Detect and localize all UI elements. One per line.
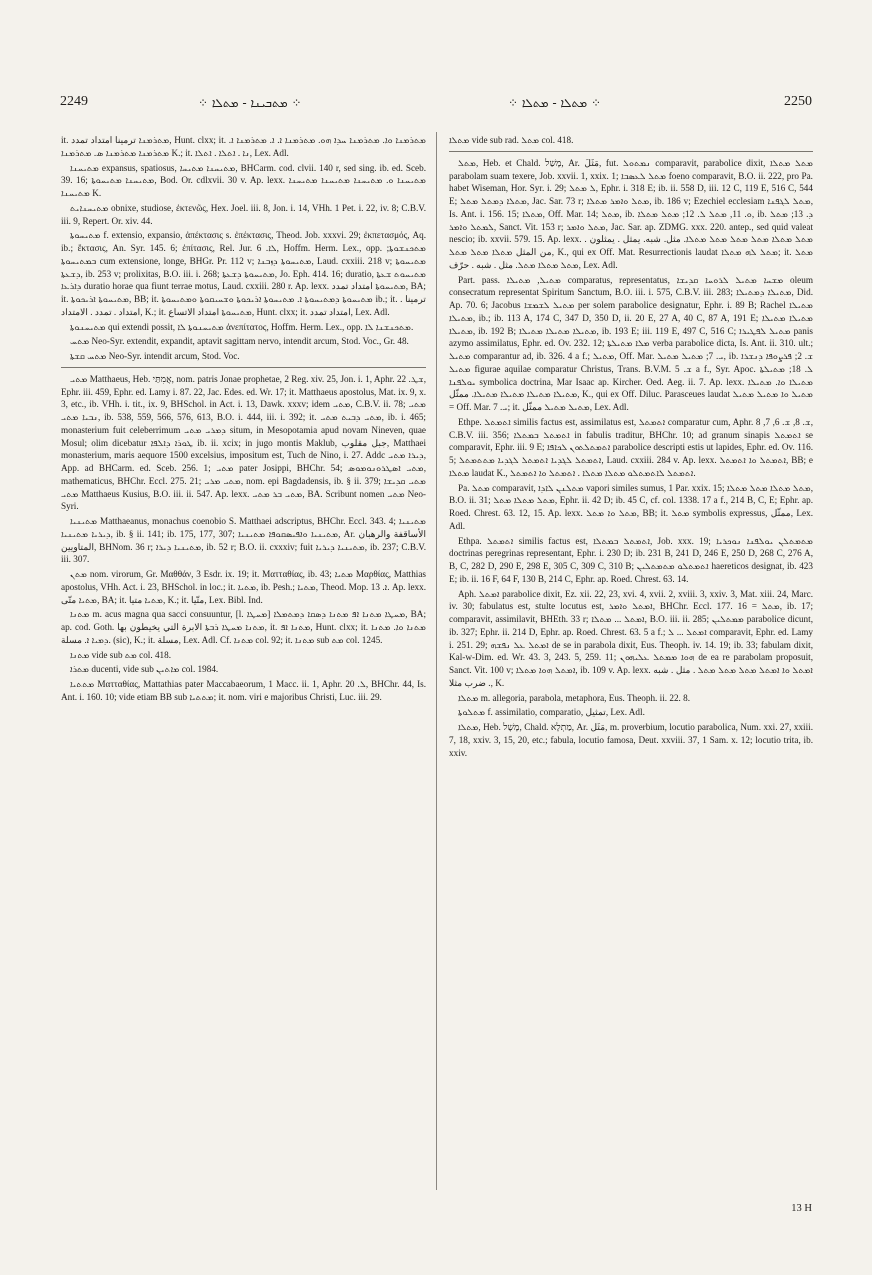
right-running-title: ⁘ ܡܬܠܐ - ܡܬܠܐ ⁘ — [508, 96, 602, 110]
entry-text: ܡܬܢ nom. virorum, Gr. Μαθθάν, 3 Esdr. ix. 19; it. Ματταθίας, ib. 43; ܡܬܝܐ Μαρθίας, Matthias apostolus, VHh. Act. i. 23, BHSchol. in loc.; it. ܡܬܝܐ, ib. Pesh.; ܡܬܝܐ, Theod. Mop. ܐ. 13. Ap. lexx. ܡܬܝܐ متّى, BA; it. ܡܬܝܐ متيا, K.; it. متّيا, Lex. Bibl. Ind. — [61, 569, 427, 605]
dictionary-entry — [449, 588, 813, 690]
dictionary-entry — [449, 721, 813, 759]
dictionary-entry — [61, 350, 426, 363]
entry-text: ܡܬܢܐ m. acus magna qua sacci consuuntur, [l. ܡܚܛܐ] ܡܚܛܐ ܡܬܢܐ ܐܦ ܡܬܢܐ ܕܣܩܐ ܕܡܬܡܠܐ, BA; ap. cod. Goth. ܡܬܢܐ ܡܚܛܐ ܪܒܬܐ الابرة التي يخيطون بها, it. ܡܬܢܐ ܐܦ, Hunt. clxx; it. ܡܬܢܐ ܘܐ. ܡܬܢܐ ܕܡܝܐ ܐ. مسلة. (sic), K.; it. مسلة, Lex. Adl. Cf. ܡܬܢܐ col. 92; it. ܡܬܢܐ sub ܡܬ col. 1245. — [61, 609, 427, 645]
dictionary-entry — [61, 202, 426, 228]
dictionary-entry — [449, 482, 813, 533]
entry-text: ܡܬܠܐ m. allegoria, parabola, metaphora, Eus. Theoph. ii. 22. 8. — [458, 692, 691, 703]
dictionary-entry — [449, 535, 813, 586]
section-rule — [449, 151, 813, 152]
dictionary-entry — [61, 134, 426, 160]
entry-text: ܡܬܢܐ vide sub ܡܬ col. 418. — [70, 649, 172, 660]
dictionary-entry — [61, 162, 426, 200]
entry-text: ܡܬܝ Matthaeus, Heb. אֲמִתַּי, nom. patris Jonae prophetae, 2 Reg. xiv. 25, Jon. i. 1, Aphr. ܫܛ. 22, Ephr. iii. 459, Ephr. ed. Lamy i. 87. 22, Jac. Edes. ed. Wr. 17; it. Matthaeus apostolus, Mat. ix. 9, x. 3, etc., ib. VHh. i. tit., ix. 9, BHSchol. in Act. i. 13, Dawk. xxxv; idem ܡܬܝ, C.B.V. ii. 78; ܡܬܝ ܢܒܝܐ ܡܬܝ, ib. 538, 559, 566, 576, 613, B.O. i. 444, iii. i. 392; it. ܡܬܝ ܕܒܝܬ ܡܬܝ, ib. i. 465; monasterium fuit celeberrimum ܕܡܪܝ ܡܬܝ situm, in Mesopotamia apud novam Nineven, quae Mosul; olim dicebatur ܛܘܪܐ ܕܐܠܦܐ ib. ii. xcix; in jugo montis Maklub, جبل مقلوب, Matthaei monasterium, maris aequore 1500 excelsius, impositum est, Tuch de Nino, i. 27. Addc ܕܝܪܐ ܡܬܝ, App. ad BHCarm. ed. Sceb. 256. 1; ܡܬܝ pater Josippi, BHChr. 54; ܡܬܝ ܐܣܛܪܘܢܘܡܘܣ, mathematicus, BHChr. Eccl. 275. 21; ܡܬܝ ܡܪܝ, nom. epi Bagdadensis, ib. § ii. 379; ܡܬܝ ܩܕܝܫܐ ܡܬܝ Matthaeus Kusius, B.O. iii. ii. 547. Ap. lexx. ܡܬܝ ܒܪ ܡܬܝ, BA. Scribunt nomen ܡܬܝ Neo-Syri. — [61, 373, 427, 512]
column-divider — [436, 132, 437, 1190]
entry-text: ܡܬܠܐ, Heb. מָשָׁל, Chald. מַתְלָא, Ar. مَثَل, m. proverbium, locutio parabolica, Num. xxi. 27, xxiii. 7, 18, xxiv. 3, 15, 20, etc.; fabula, locutio famosa, Deut. xxviii. 37, 1 Sam. x. 12; locutio trita, ib. xxiv. — [449, 722, 814, 758]
entry-text: Ethpe. ܐܬܡܬܠ similis factus est, assimilatus est, ܐܬܡܬܠ comparatur cum, Aphr. ܫ. 8, ܫ. 6, 7, 8, C.B.V. iii. 356; ܐܬܡܬܠ ܒܡܬܠܐ in fabulis traditur, BHChr. 10; ad granum sinapis ܐܬܡܬܠ se comparavit, Ephr. iii. 9 E; ܐܬܡܬܠܬܘܢ ܠܟܐܦܐ parabolice descripti estis ut lapides, Ephr. ed. Ov. 116. 5; ܐܬܡܬܠ ܠܓܕܝܐ ܐܬܡܬܠ ܠܓܕܝܐ ܡܬܬܡܬܠ, Laud. cxxiii. 284 v. Ap. lexx. ܐܬܡܬܠ ܘܐ ܐܬܡܬܠ, BB; e ܡܬܠܐ laudat K., ܐܬܡܬܠ ܠܐܬܡܬܠܘ ܡܬܠܐ ܡܬܠܐ . ܐܬܡܬܠ ܘܐ ܐܬܡܬܠ. — [449, 416, 813, 478]
left-column — [61, 134, 426, 706]
entry-text: ܡܬܝܢܝܐ Matthaeanus, monachus coenobio S. Matthaei adscriptus, BHChr. Eccl. 343. 4; ܡܬܝܢܝܐ ܕܝܪܝܐ ܡܬܝܢܝܐ, ib. § ii. 141; ib. 175, 177, 307; ܡܬܝܢܝܐ ܘܐܦܝܣܩܘܦܐ ܡܬܝܢܝܐ, Ar. الأساقفة والرهبان المتاويين, BHNom. 36 r; ܡܬܝܢܝܐ ܕܝܪܐ, ib. 52 r; B.O. ii. cxxxiv; fuit ܡܬܝܢܝܐ ܕܝܪܝܐ, ib. 237; C.B.V. iii. 307. — [61, 516, 427, 565]
dictionary-entry — [61, 649, 426, 662]
entry-text: ܡܬܚ Neo-Syr. extendit, expandit, aptavit sagittam nervo, intendit arcum, Stod. Voc., Gr. 48. — [70, 336, 409, 347]
dictionary-entry — [449, 706, 813, 719]
dictionary-entry — [61, 663, 426, 676]
dictionary-entry — [61, 568, 426, 606]
dictionary-entry — [61, 335, 426, 348]
entry-text: ܡܬܠܐ vide sub rad. ܡܬܠ col. 418. — [449, 135, 574, 145]
entry-text: Ethpa. ܐܬܡܬܠ similis factus est, ܐܬܡܬܠ ܒܡܬܠܐ, Job. xxx. 19; ܡܬܡܬܠܢ ܝܘܠܦܢܐ ܢܘܟܪܝܐ doctrinas peregrinas representant, Ephr. i. 230 D; ib. 231 B, 241 D, 246 E, 250 D, 268 C, 276 A, B, C, 282 D, 290 E, 298 E, 305 C, 309 C, 310 B; ܐܬܡܬܠܘ ܡܬܡܬܠܝܢ haereticos designat, ib. 423 E; ib. ii. 16 F, 64 F, 130 B, 214 C, Ephr. ap. Roed. Chrest. 63. 14. — [449, 535, 813, 584]
dictionary-entry — [449, 274, 813, 414]
page-header — [60, 94, 812, 118]
dictionary-entry — [449, 157, 813, 272]
entry-text: ܡܬܠܘܬܐ f. assimilatio, comparatio, تمثيل, Lex. Adl. — [458, 707, 645, 718]
entry-text: ܡܬܝܚܢܘܬܐ qui extendi possit, ܡܬܝܚܢܘܬܐ ܠܐ ἀνεπίτατος, Hoffm. Herm. Lex., opp. ܡܬܟܢܫܢܐ ܠܐ. — [70, 321, 414, 332]
entry-text: ܡܬܠ, Heb. et Chald. מָשַׁל, Ar. مَثَلَ, fut. ܢܡܬܘܠ comparavit, parabolice dixit, ܡܬܠ ܡܬܠܐ parabolam suam texere, Job. xxvii. 1, xxix. 1; ܡܬܠ ܠܥܣܒܐ foeno comparavit, B.O. ii. 222, pro Pa. habet Wiseman, Hor. Syr. i. 29; ܠ ܡܬܠ, Ephr. i. 318 E; ib. ii. 558 D, iii. 12 C, 119 E, 516 C, 544 E; ܡܬܠܐ ܕܡܬܠ ܡܬܠ, Jac. Sar. 73 r; ܡܬܠ ܘܐܡܪ ܡܬܠܐ, ib. 186 v; Ezechiel ecclesiam ܡܬܠ ܠܓܦܢܐ, Is. Ant. i. 156. 15; ܡܬܠܐ, Off. Mar. 14; ܡܬܠ, ib. ܘ. 11, ܡܬܠ ܠ. 12; ܡܬܠ ܡܬܠܐ, ib. ܕ. 13; ܡܬܠ ܠܡܬܠ ܘܐܡܪ, Sanct. Vit. 153 r; ܡܬܠ ܘܐܡܪ, Jac. Sar. ap. ZDMG. xxx. 220. antep., sed quid valeat nescio; ib. xxvii. 579. 15. Ap. lexx. ܡܬܠ ܡܬܠܐ ܡܬܠ ܡܬܠ ܡܬܠ ܡܬܠܐ. مثل. شبه. يمثل . يمثلون . من المثل ܡܬܠܐ ܡܬܠ ܡܬܠ, K., qui ex Off. Mat. Resurrectionis laudat ܡܬܠ ܠܗ ܡܬܠܐ; it. ܡܬܠ ܡܬܠ ܡܬܠܐ ܡܬܠ. مثل . شبه . حرّف, Lex. Adl. — [449, 157, 814, 270]
dictionary-entry — [61, 515, 426, 566]
entry-text: it. ܡܬܪܡܢܐ ترمينا امتداد تمدد, Hunt. clxx; it. ܡܬܪܡܢܐ ܘܐ. ܡܬܪܡܢܐ ܚܕܐ ܗܘ. ܡܬܪܡܢܐ ܐ. ܐ. ܡܬܪܡܢܐ ܐ. ܡܬܪܡܢܐ ܡܬܪܡܢܐ ܣ. ܡܬܪܡܢܐ K.; it. ܢܐ . ܐܬܠܐ . ܐܬܠܐ, Lex. Adl. — [61, 135, 426, 158]
dictionary-entry — [61, 373, 426, 513]
entry-text: ܡܬܪܐ ducenti, vide sub ܡܐܬܝܢ col. 1984. — [70, 664, 219, 675]
entry-text: Part. pass. ܡܬܝܠ, ܡܬܝܠܐ comparatus, representatus, ܡܫܚܐ ܡܬܝܠ ܠܪܘܚܐ ܩܕܝܫܐ oleum consecratum representat Spiritum Sanctum, B.O. iii. i. 575, C.B.V. iii. 283; ܡܬܝܠܐ ܕܡܬܝܠܐ, Did. Ap. 70. 6; Jacobus ܡܬܝܠ ܠܫܡܫܐ per solem parabolice designatur, Ephr. i. 89 B; Rachel ܡܬܝܠܐ ܡܬܝܠܐ, ib.; ib. 113 A, 174 C, 347 D, 350 D, ii. 20 E, 27 A, 40 C, 87 A, 191 E; ܡܬܝܠܐ ܡܬܝܠܐ ܡܬܝܠܐ, ib. 192 B; ܡܬܝܠܐ ܡܬܝܠܐ ܡܬܝܠܐ, ib. 193 E; iii. 119 E, 497 C, 516 C; ܡܬܝܠ ܠܦܛܝܪܐ panis azymo assimilatus, Ephr. ed. Ov. 232. 12; ܡܠܐ ܡܬܝܠܬܐ verba parabolice dicta, Is. Ant. ii. 310. ult.; ܡܬܝܠ comparantur ad, ib. 326. 4 a f.; ܡܬܝܠ, Off. Mar. ܝ. 7; ܡܬܝܠ ܡܬܝܠ, ib. ܫ. 2; ܦܪܨܘܦܐ ܕܢܫܪܐ ܡܬܝܠ figurae aquilae comparatur Christus, Trans. B.V.M. ܫ. 5 a f., Syr. Apoc. ܠ. 18; ܡܬܝܠܬܐ ܝܘܠܦܢܐ symbolica doctrina, Mar Isaac ap. Kircher. Oed. Aeg. ii. 7. Ap. lexx. ܡܬܝܠܐ ܘܐ. ܡܬܝܠܐ ܡܬܝܠܐ ܡܬܝܠܐ ܡܬܝܠܐ ܡܬܝܠܐ. ممثّل, K., qui ex Off. Diluc. Parasceues laudat ܡܬܝܠ ܘܐ ܡܬܝܠ ܡܬܝܠ = Off. Mar. ܝ. 7; it. ܡܬܝܠ ܡܬܝܠ ممثّل, Lex. Adl. — [449, 274, 814, 412]
entry-text: Aph. ܐܡܬܠ parabolice dixit, Ez. xii. 22, 23, xvi. 4, xvii. 2, xviii. 3, xxiv. 3, Mat. xiii. 24, Marc. iv. 30; fabulatus est, stulte locutus est, ܐܡܬܠ ܘܐܡܪ, BHChr. Eccl. 177. 16 = ܡܬܠ, ib. 17; comparavit, assimilavit, BHEth. 33 r; ܐܡܬܠ ... ܡܬܠܐ, B.O. iii. ii. 285; ܡܡܬܠܝܢ parabolice dicunt, ib. 327; Ephr. ii. 214 D, Ephr. ap. Roed. Chrest. 63. 5 a f.; ܐܡܬܠ ... ܠ comparavit, Ephr. ed. Lamy i. 251. 29; ܐܡܬܠ ܥܠ ܢܦܫܗ de se in parabola dixit, Eus. Theoph. iv. 14. 19; ib. 33; fabulam dixit, Kal-w-Dim. ed. Wr. 43. 3, 243. 5, 259. 11; ܗܘܐ ܡܡܬܠ ܥܠܝܗܘܢ de ea re parabolam proposuit, Sanct. Vit. 100 v; ܐܡܬܠ ܗܘܐ ܡܬܠܐ, ib. 109 v. Ap. lexx. ܐܡܬܠ ܘܐ ܐܡܬܠ ܡܬܠ ܡܬܠ ܡܬܠ . مثل . شبه . ضرب مثلا, K. — [449, 588, 814, 688]
dictionary-entry — [61, 321, 426, 334]
entry-text: ܡܬܝܚܘܬܐ f. extensio, expansio, ἀπέκτασις s. ἐπέκτασις, Theod. Job. xxxvi. 29; ἐκπετασμός, Aq. ib.; ἔκτασις, An. Syr. 145. 6; ἐπίτασις, Rel. Jur. ܠܐ. 6, Hoffm. Herm. Lex., opp. ܡܬܟܢܫܘܬܐ; ܒܡܬܝܚܘܬܐ cum extensione, longe, BHGr. Pr. 112 v; ܡܬܝܚܘܬܐ ܕܙܒܢܐ, Laud. cxxiii. 218 v; ܡܬܝܚܘܬܐ ܕܫܥܬܐ, ib. 253 v; prolixitas, B.O. iii. i. 268; ܡܬܝܚܘܬܐ ܕܫܥܬܐ, Jo. Eph. 414. 16; duratio, ܡܬܝܚܘܬ ܫܥܬܐ ܕܐܪܥܐ duratio horae qua fiunt terrae motus, Laud. cxxiii. 280 r. Ap. lexx. ܡܬܝܚܘܬܐ امتداد تمدد, BA; it. ܡܬܝܚܘܬܐ ܐܪܝܟܘܬܐ, BB; it. ܡܬܝܚܘܬܐ ܕܡܬܝܚܘܬܐ ܐ. ܡܬܝܚܘܬܐ ܐܪܝܟܘܬܐ ܘܫܚܝܩܘܬܐ ܘܡܬܝܚܘܬܐ ib.; it. ترمينا . امتداد . تمدد . الامتداد, K.; it. ܡܬܝܚܘܬܐ امتداد الاتساع, Hunt. clxx; it. امتداد تمدد, Lex. Adl. — [61, 230, 427, 317]
right-page-number: 2250 — [784, 94, 812, 109]
left-running-title: ⁘ ܡܬܒܝܢܐ - ܡܬܠܐ ⁘ — [198, 96, 302, 110]
entry-text: ܡܬܝܚܢܐ expansus, spatiosus, ܡܬܝܚܢܐ ܡܬܝܚܐ, BHCarm. cod. clvii. 140 r, sed sing. ib. ed. Sceb. 39. 16; ܡܬܝܚܢܐ ܡܬܝܚܘܬܐ, Bod. Or. cdlxvii. 30 v. Ap. lexx. ܡܬܝܚܢܐ ܘ. ܡܬܝܚܢܐ ܡܬܝܚܢܐ ܡܬܝܚܢܐ ܡܬܝܚܢܐ K. — [61, 162, 427, 198]
entry-text: ܡܬܚ ܩܫܬܐ Neo-Syr. intendit arcum, Stod. Voc. — [70, 351, 240, 361]
dictionary-entry — [449, 692, 813, 705]
left-page-number: 2249 — [60, 94, 88, 109]
section-rule — [61, 367, 426, 368]
entry-text: ܡܬܝܚܢܐܝܬ obnixe, studiose, ἐκτενῶς, Hex. Joel. iii. 8, Jon. i. 14, VHh. 1 Pet. i. 22, iv. 8; C.B.V. iii. 9, Repert. Or. xiv. 44. — [61, 202, 426, 226]
printer-signature: 13 H — [791, 1203, 812, 1214]
dictionary-entry — [61, 678, 426, 704]
dictionary-entry — [449, 134, 813, 147]
right-column — [449, 134, 813, 761]
dictionary-entry — [61, 608, 426, 646]
dictionary-entry — [449, 416, 813, 480]
entry-text: ܡܬܬܝܐ Ματταθίας, Mattathias pater Maccabaeorum, 1 Macc. ii. 1, Aphr. ܠ. 20, BHChr. 44, Is. Ant. i. 160. 10; vide etiam BB sub ܡܬܬܝܐ; it. nom. viri e majoribus Christi, Luc. iii. 29. — [61, 679, 426, 702]
entry-text: Pa. ܡܬܠ comparavit, ܡܬܠܢܢ ܠܐܕܐ vapori similes sumus, 1 Par. xxix. 15; ܡܬܠ ܡܬܠܐ ܡܬܠ ܡܬܠܐ, B.O. ii. 31; ܡܬܠ ܡܬܠܐ ܡܬܠ, Ephr. ii. 42 D; ib. 45 C, cf. col. 1338. 17 a f., 214 B, C, E; Ephr. ap. Roed. Chrest. 63. 12, 15. Ap. lexx. ܡܬܠ ܘܐ ܡܬܠ, BB; it. ܡܬܠ symbolis expressus, ممثّل, Lex. Adl. — [449, 482, 814, 531]
dictionary-entry — [61, 229, 426, 318]
